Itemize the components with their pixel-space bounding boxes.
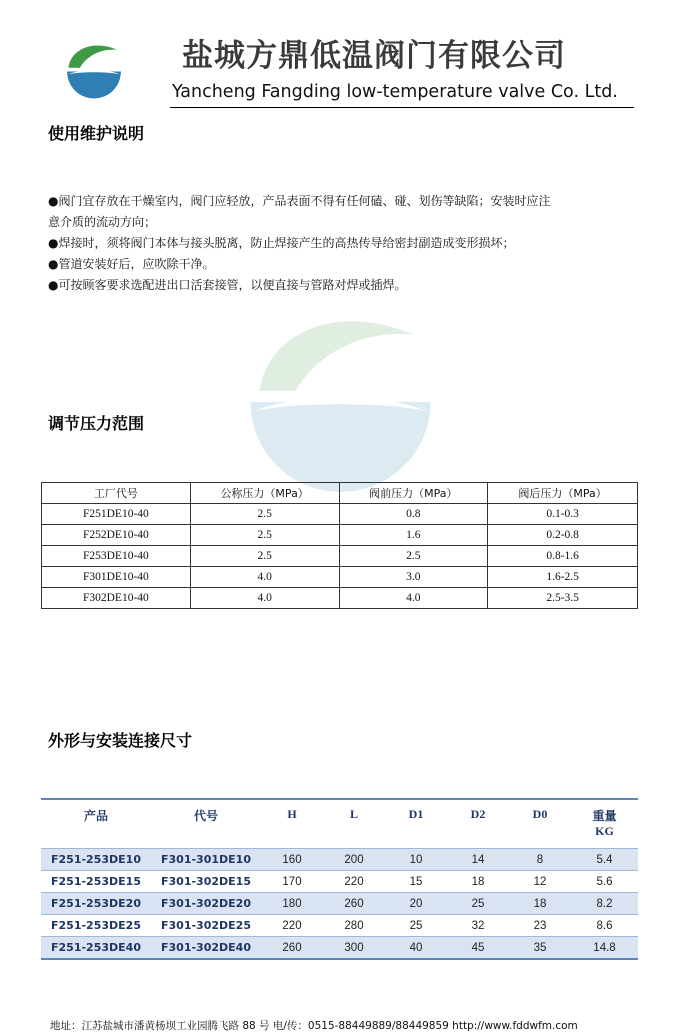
table-cell: 8.2 <box>571 893 638 915</box>
table-cell: 40 <box>385 937 447 960</box>
table-row <box>41 849 638 871</box>
table-cell: 35 <box>509 937 571 960</box>
table-cell: 4.0 <box>339 588 488 609</box>
table-cell: 1.6 <box>339 525 488 546</box>
table-cell: 170 <box>261 871 323 893</box>
maintenance-line: ●焊接时，须将阀门本体与接头脱离，防止焊接产生的高热传导给密封副造成变形损坏； <box>48 236 515 250</box>
table-cell: F251-253DE25 <box>41 915 151 937</box>
column-header: L <box>323 799 385 849</box>
table-cell: 14.8 <box>571 937 638 960</box>
table-cell: F251DE10-40 <box>42 504 191 525</box>
maintenance-line: ●可按顾客要求选配进出口活套接管，以便直接与管路对焊或插焊。 <box>48 278 407 292</box>
table-cell: 280 <box>323 915 385 937</box>
column-header: 工厂代号 <box>42 483 191 504</box>
table-cell: 23 <box>509 915 571 937</box>
column-header: D0 <box>509 799 571 849</box>
table-cell: 2.5 <box>190 546 339 567</box>
table-cell: F302DE10-40 <box>42 588 191 609</box>
table-cell: 260 <box>323 893 385 915</box>
column-header: H <box>261 799 323 849</box>
table-cell: 300 <box>323 937 385 960</box>
table-cell: 220 <box>323 871 385 893</box>
table-cell: 25 <box>447 893 509 915</box>
maintenance-line: ●管道安装好后，应吹除干净。 <box>48 257 215 271</box>
table-cell: 20 <box>385 893 447 915</box>
footer-address: 地址：江苏盐城市潘黄杨坝工业园腾飞路 88 号 电/传：0515-88449889/88449859 http://www.fddwfm.com <box>50 1020 578 1032</box>
table-cell: 2.5 <box>190 504 339 525</box>
column-header: D1 <box>385 799 447 849</box>
table-cell: 18 <box>509 893 571 915</box>
table-cell: 160 <box>261 849 323 871</box>
dimensions-title: 外形与安装连接尺寸 <box>48 731 193 750</box>
maintenance-title: 使用维护说明 <box>48 124 145 143</box>
table-cell: F253DE10-40 <box>42 546 191 567</box>
table-cell: 200 <box>323 849 385 871</box>
table-row <box>41 915 638 937</box>
column-header: 代号 <box>151 799 261 849</box>
column-header: 阀后压力（MPa） <box>488 483 638 504</box>
watermark-logo-icon <box>228 285 453 510</box>
table-cell: 32 <box>447 915 509 937</box>
table-row <box>42 546 638 567</box>
table-cell: F251-253DE15 <box>41 871 151 893</box>
table-cell: 220 <box>261 915 323 937</box>
company-name-cn: 盐城方鼎低温阀门有限公司 <box>182 38 566 74</box>
table-row <box>42 525 638 546</box>
table-cell: F301-302DE15 <box>151 871 261 893</box>
table-header-row <box>41 799 638 849</box>
column-header: 公称压力（MPa） <box>190 483 339 504</box>
pressure-title: 调节压力范围 <box>48 414 145 433</box>
table-cell: 8 <box>509 849 571 871</box>
column-header: 阀前压力（MPa） <box>339 483 488 504</box>
globe-leaf-logo-icon <box>62 37 126 101</box>
table-row <box>41 937 638 960</box>
table-cell: 5.6 <box>571 871 638 893</box>
table-row <box>42 588 638 609</box>
table-cell: 3.0 <box>339 567 488 588</box>
dimensions-table <box>41 798 638 960</box>
table-cell: 2.5-3.5 <box>488 588 638 609</box>
column-header: D2 <box>447 799 509 849</box>
table-cell: 2.5 <box>339 546 488 567</box>
table-cell: 1.6-2.5 <box>488 567 638 588</box>
table-cell: 14 <box>447 849 509 871</box>
table-cell: 2.5 <box>190 525 339 546</box>
pressure-table <box>41 482 638 609</box>
table-header-row <box>42 483 638 504</box>
table-cell: 18 <box>447 871 509 893</box>
table-cell: 8.6 <box>571 915 638 937</box>
column-header-weight <box>571 799 638 849</box>
table-cell: F301DE10-40 <box>42 567 191 588</box>
table-cell: 260 <box>261 937 323 960</box>
table-cell: F301-302DE20 <box>151 893 261 915</box>
table-cell: F301-301DE10 <box>151 849 261 871</box>
table-cell: 0.1-0.3 <box>488 504 638 525</box>
table-cell: 12 <box>509 871 571 893</box>
header-divider <box>170 107 634 108</box>
table-row <box>42 504 638 525</box>
table-cell: F251-253DE10 <box>41 849 151 871</box>
weight-label: 重量 <box>592 809 617 823</box>
table-cell: F301-302DE40 <box>151 937 261 960</box>
table-cell: 0.8-1.6 <box>488 546 638 567</box>
company-name-en: Yancheng Fangding low-temperature valve Co. Ltd. <box>172 82 618 102</box>
table-row <box>42 567 638 588</box>
table-cell: F252DE10-40 <box>42 525 191 546</box>
maintenance-line: ●阀门宜存放在干燥室内，阀门应轻放，产品表面不得有任何磕、碰、划伤等缺陷；安装时应注 <box>48 194 551 208</box>
table-cell: 4.0 <box>190 567 339 588</box>
table-cell: F251-253DE40 <box>41 937 151 960</box>
table-cell: 10 <box>385 849 447 871</box>
table-cell: 25 <box>385 915 447 937</box>
column-header: 产品 <box>41 799 151 849</box>
table-row <box>41 871 638 893</box>
table-cell: F251-253DE20 <box>41 893 151 915</box>
table-cell: F301-302DE25 <box>151 915 261 937</box>
table-cell: 4.0 <box>190 588 339 609</box>
weight-unit: KG <box>595 824 614 838</box>
table-cell: 0.8 <box>339 504 488 525</box>
table-cell: 5.4 <box>571 849 638 871</box>
table-cell: 45 <box>447 937 509 960</box>
table-cell: 180 <box>261 893 323 915</box>
maintenance-text <box>48 191 638 296</box>
table-cell: 15 <box>385 871 447 893</box>
table-cell: 0.2-0.8 <box>488 525 638 546</box>
table-row <box>41 893 638 915</box>
maintenance-line: 意介质的流动方向； <box>48 215 157 229</box>
